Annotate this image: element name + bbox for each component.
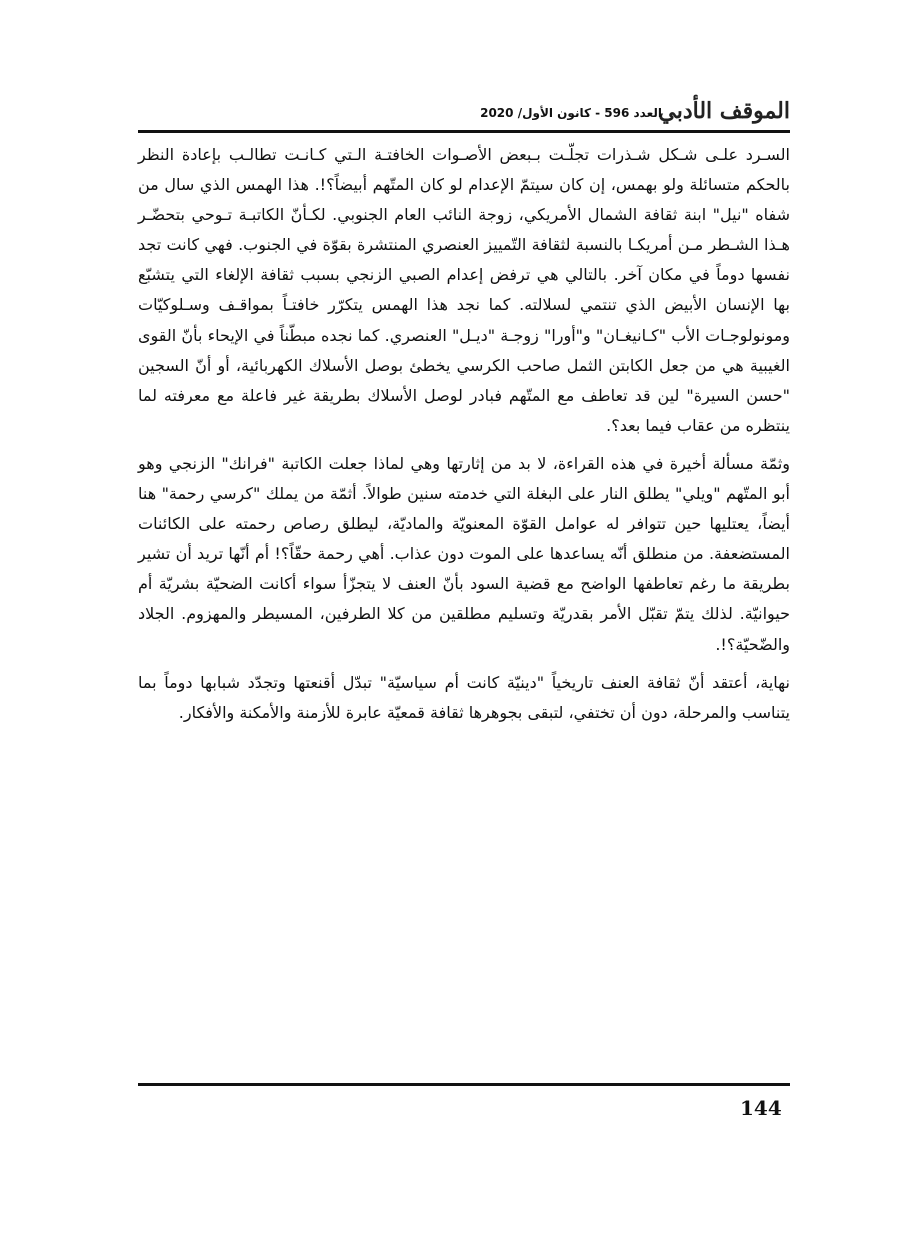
page-header bbox=[138, 98, 790, 128]
page-number: 144 bbox=[740, 1096, 782, 1120]
issue-info: العدد 596 - كانون الأول/ 2020 bbox=[480, 106, 662, 120]
magazine-logo: الموقف الأدبي bbox=[658, 98, 790, 124]
article-body bbox=[138, 140, 790, 736]
footer-divider bbox=[138, 1083, 790, 1086]
paragraph: نهاية، أعتقد أنّ ثقافة العنف تاريخياً "دينيّة كانت أم سياسيّة" تبدّل أقنعتها وتجدّد شبابها دوماً بما يتناسب والمرحلة، دون أن تختفي، لتبقى بجوهرها ثقافة قمعيّة عابرة للأزمنة والأمكنة والأفكار. bbox=[138, 672, 790, 722]
paragraph: السـرد علـى شـكل شـذرات تجلّـت بـبعض الأصـوات الخافتـة الـتي كـانـت تطالـب بإعادة النظر بالحكم متسائلة ولو بهمس، إن كان سيتمّ الإعدام لو كان المتّهم أبيضاً؟!. هذا الهمس الذي سال من شفاه "نيل" ابنة ثقافة الشمال الأمريكي، زوجة النائب العام الجنوبي. لكـأنّ الكاتبـة تـوحي بتحضّـر هـذا الشـطر مـن أمريكـا بالنسبة لثقافة التّمييز العنصري المنتشرة بقوّة في الجنوب. فهي كانت تجد نفسها دوماً في مكان آخر. بالتالي هي ترفض إعدام الصبي الزنجي بسبب ثقافة الإلغاء التي يتشبّع بها الإنسان الأبيض الذي تنتمي لسلالته. كما نجد هذا الهمس يتكرّر خافتـاً بمواقـف وسـلوكيّات ومونولوجـات الأب "كـانيغـان" و"أورا" زوجـة "ديـل" العنصري. كما نجده مبطّناً في الإيحاء بأنّ القوى الغيبية هي من جعل الكابتن الثمل صاحب الكرسي يخطئ بوصل الأسلاك الكهربائية، أو أنّ السجين "حسن السيرة" لين قد تعاطف مع المتّهم فبادر لوصل الأسلاك بطريقة غير فاعلة مع معرفته لما ينتظره من عقاب فيما بعد؟. bbox=[138, 145, 790, 435]
header-divider bbox=[138, 130, 790, 133]
paragraph: وثمّة مسألة أخيرة في هذه القراءة، لا بد من إثارتها وهي لماذا جعلت الكاتبة "فرانك" الزنجي وهو أبو المتّهم "ويلي" يطلق النار على البغلة التي خدمته سنين طوالاً. أثمّة من يملك "كرسي رحمة" هنا أيضاً، يعتليها حين تتوافر له عوامل القوّة المعنويّة والماديّة، ليطلق رصاص رحمته على الكائنات المستضعفة. من منطلق أنّه يساعدها على الموت دون عذاب. أهي رحمة حقّاً؟! أم أنّها تريد أن تشير بطريقة ما رغم تعاطفها الواضح مع قضية السود بأنّ العنف لا يتجزّأ سواء أكانت الضحيّة بشريّة أم حيوانيّة. لذلك يتمّ تقبّل الأمر بقدريّة وتسليم مطلقين من كلا الطرفين، المسيطر والمهزوم. الجلاد والضّحيّة؟!. bbox=[138, 453, 790, 654]
